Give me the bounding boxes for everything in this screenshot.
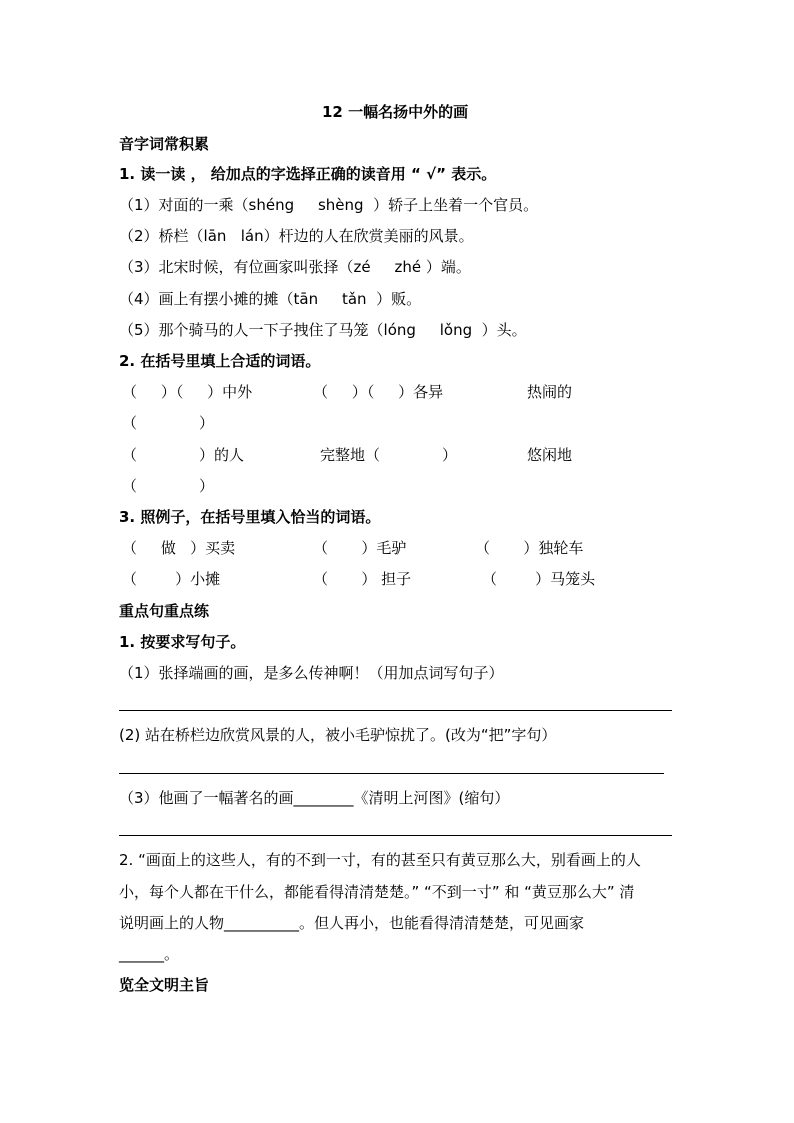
question-1-item-4: （4）画上有摆小摊的摊（tān tǎn ）贩。: [119, 290, 422, 308]
question-2-blank-r1c2: （ ）（ ）各异: [313, 383, 444, 401]
answer-line-1[interactable]: [119, 710, 672, 711]
question-2-blank-r3c1: （ ）的人: [122, 446, 244, 464]
question-1-item-1: （1）对面的一乘（shéng shèng ）轿子上坐着一个官员。: [119, 196, 539, 214]
answer-line-3[interactable]: [119, 835, 672, 836]
reading-question-line-4: ______。: [119, 945, 180, 963]
reading-question-line-3: 说明画上的人物__________。但人再小，也能看得清清楚楚，可见画家: [119, 914, 585, 932]
section-heading-key-sentences: 重点句重点练: [119, 602, 210, 620]
question-2-title: 2. 在括号里填上合适的词语。: [119, 352, 321, 370]
question-1-item-3: （3）北宋时候，有位画家叫张择（zé zhé ）端。: [119, 258, 471, 276]
question-3-blank-r1c3: （ ）独轮车: [475, 539, 584, 557]
question-3-title: 3. 照例子，在括号里填入恰当的词语。: [119, 508, 381, 526]
question-2-blank-r2c1: （ ）: [122, 414, 214, 432]
question-3-blank-r1c2: （ ）毛驴: [313, 539, 407, 557]
sentence-task-title: 1. 按要求写句子。: [119, 633, 246, 651]
question-2-blank-r3c2: 完整地（ ）: [320, 446, 457, 464]
question-3-blank-r2c3: （ ）马笼头: [482, 570, 596, 588]
question-1-item-5: （5）那个骑马的人一下子拽住了马笼（lóng lǒng ）头。: [119, 321, 527, 339]
question-3-blank-r2c1: （ ）小摊: [122, 570, 221, 588]
question-3-example: （ 做 ）买卖: [122, 539, 236, 557]
section-heading-main-idea: 览全文明主旨: [119, 976, 210, 994]
reading-question-line-2: 小，每个人都在干什么，都能看得清清楚楚。” “不到一寸” 和 “黄豆那么大” 清: [119, 883, 635, 901]
question-2-blank-r1c1: （ ）（ ）中外: [122, 383, 253, 401]
sentence-task-1: （1）张择端画的画，是多么传神啊！（用加点词写句子）: [119, 664, 504, 682]
page-title: 12 一幅名扬中外的画: [322, 103, 469, 121]
sentence-task-3: （3）他画了一幅著名的画________《清明上河图》(缩句）: [119, 789, 510, 807]
answer-line-2[interactable]: [119, 773, 664, 774]
reading-question-line-1: 2. “画面上的这些人，有的不到一寸，有的甚至只有黄豆那么大，别看画上的人: [119, 851, 641, 869]
question-3-blank-r2c2: （ ） 担子: [313, 570, 412, 588]
question-2-blank-r4c1: （ ）: [122, 477, 214, 495]
section-heading-vocabulary: 音字词常积累: [119, 135, 210, 153]
question-2-blank-r1c3: 热闹的: [527, 383, 573, 401]
question-1-title: 1. 读一读 ， 给加点的字选择正确的读音用 “ √” 表示。: [119, 165, 497, 183]
question-1-item-2: （2）桥栏（lān lán）杆边的人在欣赏美丽的风景。: [119, 227, 474, 245]
sentence-task-2: (2) 站在桥栏边欣赏风景的人，被小毛驴惊扰了。(改为“把”字句）: [119, 726, 557, 744]
question-2-blank-r3c3: 悠闲地: [527, 446, 573, 464]
